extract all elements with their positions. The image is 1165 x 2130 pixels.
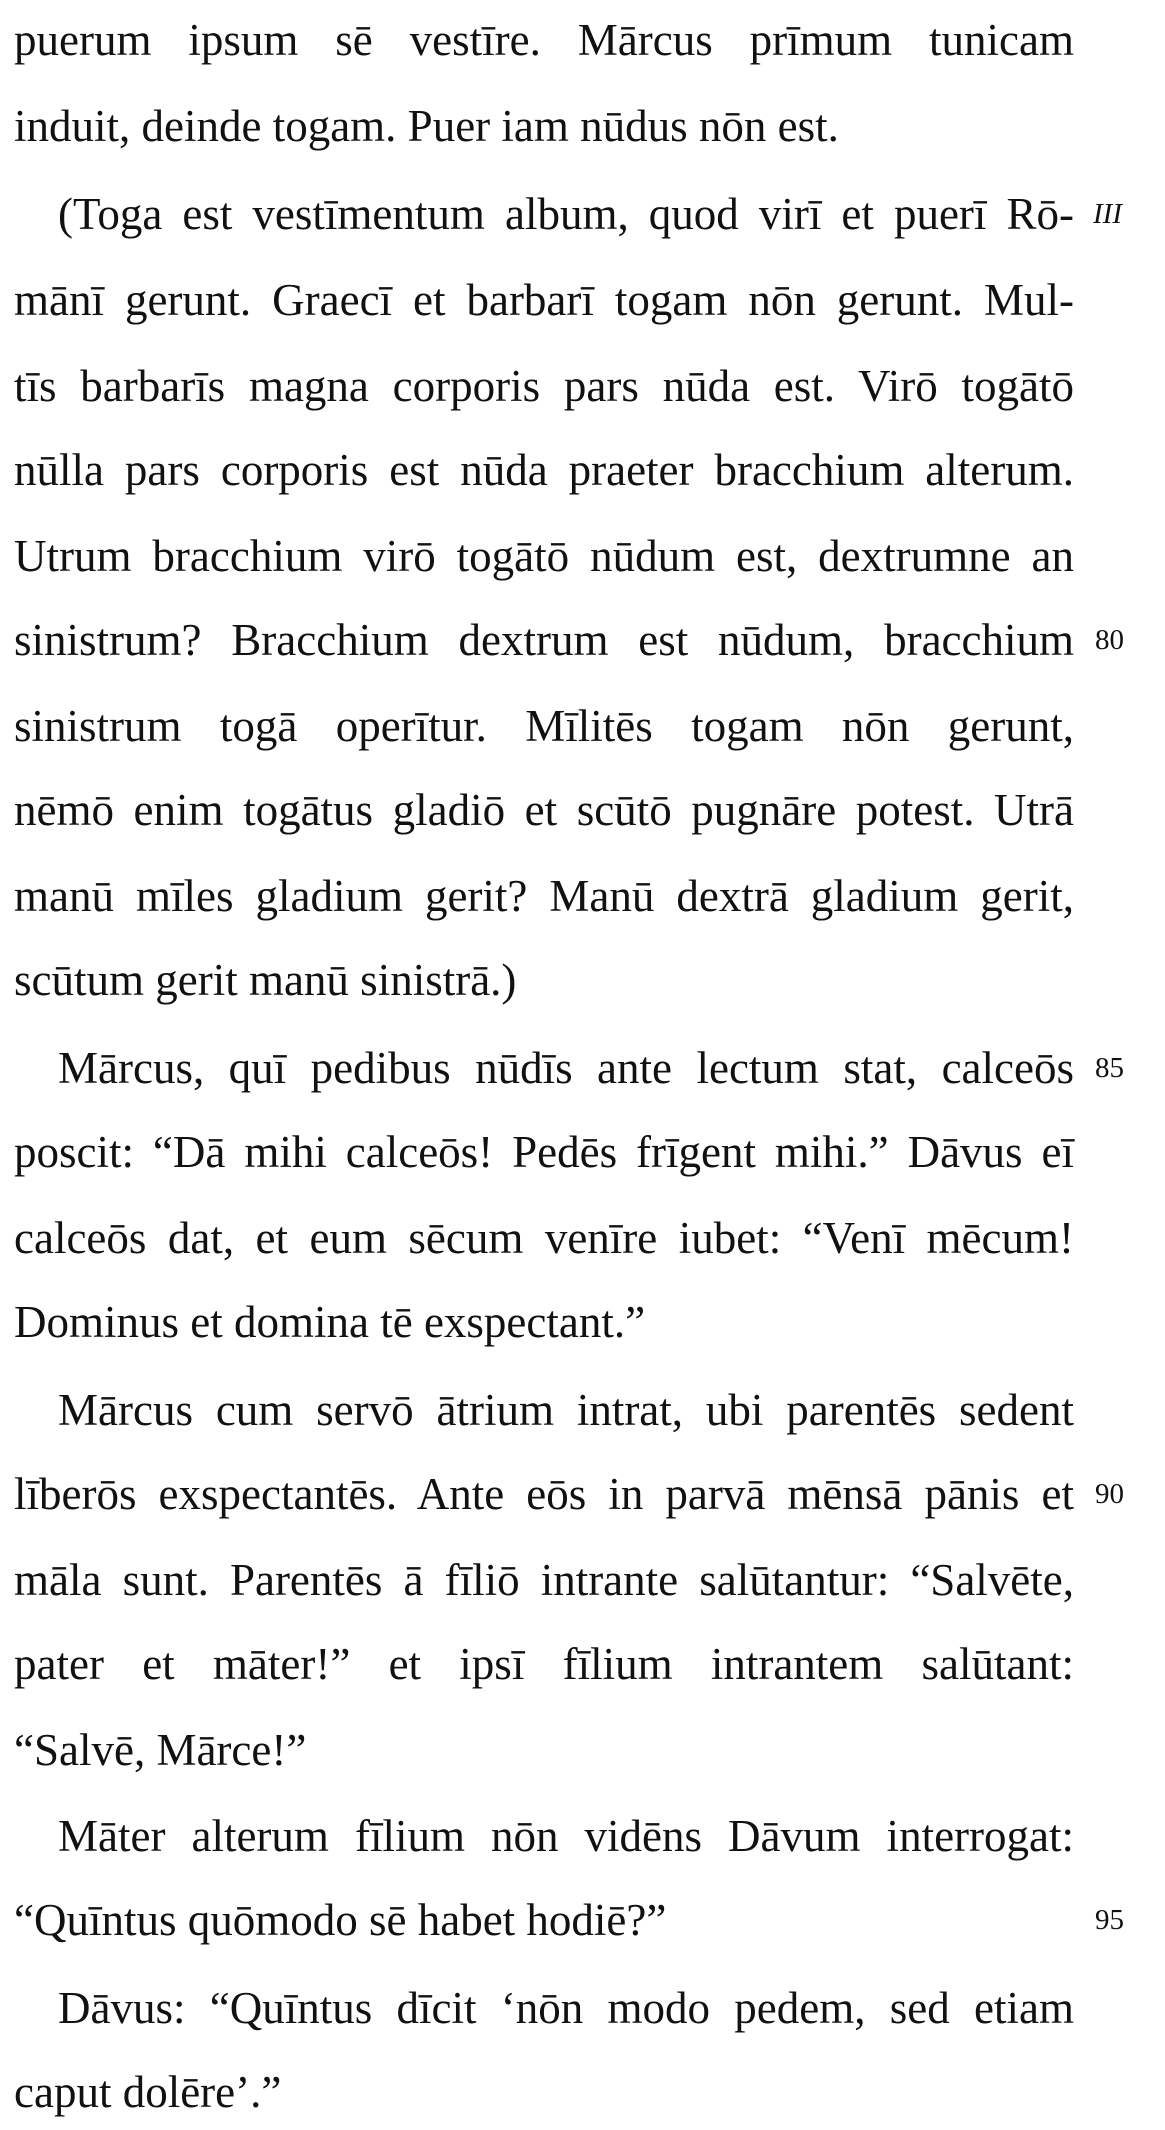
text-line: Utrum bracchium virō togātō nūdum est, dextrumne an: [14, 531, 1074, 581]
text-line: Māter alterum fīlium nōn vidēns Dāvum interrogat:: [58, 1811, 1074, 1861]
text-line: scūtum gerit manū sinistrā.): [14, 955, 517, 1005]
text-line: manū mīles gladium gerit? Manū dextrā gladium gerit,: [14, 871, 1074, 921]
margin-line-number: 85: [1095, 1052, 1124, 1084]
margin-line-number: 80: [1095, 624, 1124, 656]
text-line: “Quīntus quōmodo sē habet hodiē?”: [14, 1895, 667, 1945]
text-line: calceōs dat, et eum sēcum venīre iubet: “Venī mēcum!: [14, 1213, 1074, 1263]
text-line: māla sunt. Parentēs ā fīliō intrante salūtantur: “Salvēte,: [14, 1555, 1074, 1605]
text-line: puerum ipsum sē vestīre. Mārcus prīmum tunicam: [14, 15, 1074, 65]
text-line: mānī gerunt. Graecī et barbarī togam nōn gerunt. Mul-: [14, 275, 1074, 325]
text-line: “Salvē, Mārce!”: [14, 1725, 307, 1775]
text-line: sinistrum togā operītur. Mīlitēs togam nōn gerunt,: [14, 701, 1074, 751]
text-line: caput dolēre’.”: [14, 2067, 282, 2117]
margin-line-number: 90: [1095, 1478, 1124, 1510]
margin-line-number: 95: [1095, 1904, 1124, 1936]
margin-chapter-number: III: [1093, 198, 1122, 230]
text-line: tīs barbarīs magna corporis pars nūda est. Virō togātō: [14, 361, 1074, 411]
text-line: Mārcus cum servō ātrium intrat, ubi parentēs sedent: [58, 1385, 1074, 1435]
text-line: induit, deinde togam. Puer iam nūdus nōn est.: [14, 101, 839, 151]
text-line: sinistrum? Bracchium dextrum est nūdum, bracchium: [14, 615, 1074, 665]
text-line: (Toga est vestīmentum album, quod virī et puerī Rō-: [58, 189, 1074, 239]
text-line: Dominus et domina tē exspectant.”: [14, 1297, 646, 1347]
text-line: pater et māter!” et ipsī fīlium intrantem salūtant:: [14, 1639, 1074, 1689]
text-line: nūlla pars corporis est nūda praeter bracchium alterum.: [14, 445, 1074, 495]
text-line: Dāvus: “Quīntus dīcit ‘nōn modo pedem, sed etiam: [58, 1983, 1074, 2033]
text-line: nēmō enim togātus gladiō et scūtō pugnāre potest. Utrā: [14, 785, 1074, 835]
text-line: poscit: “Dā mihi calceōs! Pedēs frīgent mihi.” Dāvus eī: [14, 1127, 1074, 1177]
text-line: līberōs exspectantēs. Ante eōs in parvā mēnsā pānis et: [14, 1469, 1074, 1519]
text-line: Mārcus, quī pedibus nūdīs ante lectum stat, calceōs: [58, 1043, 1074, 1093]
